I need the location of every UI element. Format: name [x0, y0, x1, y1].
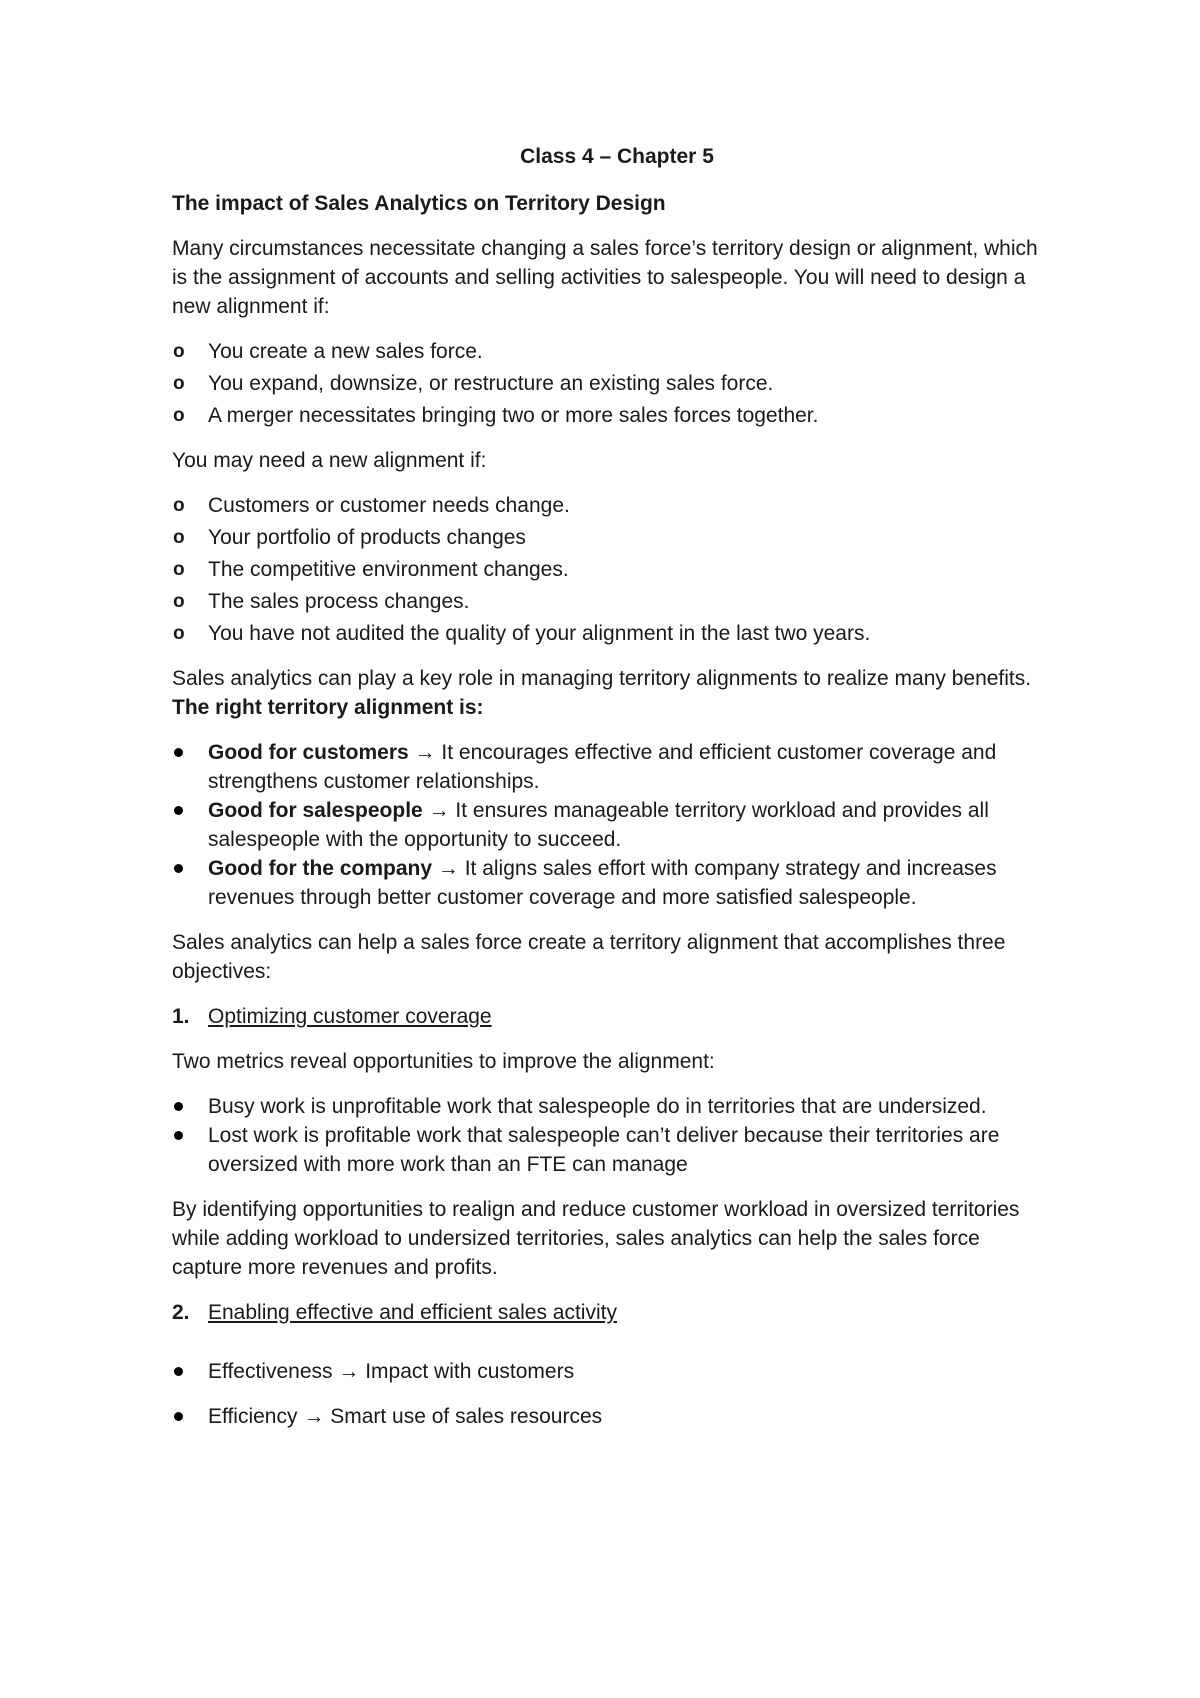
objective-1	[172, 1002, 1042, 1031]
objective-label: Optimizing customer coverage	[208, 1005, 492, 1028]
list-item: o You create a new sales force.	[172, 337, 1042, 366]
bullet-icon	[174, 1367, 183, 1376]
list-item: o Your portfolio of products changes	[172, 523, 1042, 552]
list-item: o You have not audited the quality of your alignment in the last two years.	[172, 619, 1042, 648]
bullet-icon	[174, 748, 183, 757]
arrow-icon: →	[437, 857, 459, 880]
list-marker: o	[173, 405, 185, 426]
metrics-list	[172, 1092, 1042, 1179]
list-item: Good for salespeople → It ensures manageable territory workload and provides all salespeople with the opportunity to succeed.	[172, 796, 1042, 854]
list-marker: o	[173, 591, 185, 612]
list-item: o You expand, downsize, or restructure an existing sales force.	[172, 369, 1042, 398]
realign-paragraph: By identifying opportunities to realign and reduce customer workload in oversized territories while adding workload to undersized territories, sales analytics can help the sales force capture more revenues and profits.	[172, 1198, 1020, 1279]
may-need-list	[172, 491, 1042, 648]
role-paragraph: Sales analytics can play a key role in managing territory alignments to realize many benefits. The right territory alignment is:	[172, 667, 1032, 719]
page-title: Class 4 – Chapter 5	[520, 145, 714, 168]
list-item: o A merger necessitates bringing two or more sales forces together.	[172, 401, 1042, 430]
need-if-list	[172, 337, 1042, 430]
list-item: Good for customers → It encourages effective and efficient customer coverage and strengthens customer relationships.	[172, 738, 1042, 796]
list-marker: o	[173, 559, 185, 580]
objectives-paragraph: Sales analytics can help a sales force create a territory alignment that accomplishes three objectives:	[172, 931, 1006, 983]
list-item: Effectiveness → Impact with customers	[172, 1357, 1042, 1386]
list-item: o Customers or customer needs change.	[172, 491, 1042, 520]
list-marker: o	[173, 527, 185, 548]
list-marker: o	[173, 373, 185, 394]
arrow-icon: →	[303, 1405, 325, 1428]
may-need-paragraph: You may need a new alignment if:	[172, 449, 487, 472]
role-bold-text: The right territory alignment is:	[172, 696, 484, 719]
bullet-icon	[174, 1131, 183, 1140]
list-item: o The competitive environment changes.	[172, 555, 1042, 584]
arrow-icon: →	[338, 1360, 360, 1383]
objective-number: 1.	[172, 1005, 190, 1028]
bullet-icon	[174, 1102, 183, 1111]
list-item: Efficiency → Smart use of sales resources	[172, 1402, 1042, 1431]
objective-label: Enabling effective and efficient sales activity	[208, 1301, 617, 1324]
bullet-icon	[174, 806, 183, 815]
objective-number: 2.	[172, 1301, 190, 1324]
activity-list	[172, 1357, 1042, 1431]
list-item: Busy work is unprofitable work that salespeople do in territories that are undersized.	[172, 1092, 1042, 1121]
bullet-icon	[174, 1412, 183, 1421]
bullet-icon	[174, 864, 183, 873]
list-marker: o	[173, 623, 185, 644]
list-item: Good for the company → It aligns sales effort with company strategy and increases revenues through better customer coverage and more satisfied salespeople.	[172, 854, 1042, 912]
arrow-icon: →	[428, 799, 450, 822]
section-heading: The impact of Sales Analytics on Territory Design	[172, 192, 666, 215]
metrics-paragraph: Two metrics reveal opportunities to improve the alignment:	[172, 1050, 715, 1073]
list-marker: o	[173, 341, 185, 362]
list-item: o The sales process changes.	[172, 587, 1042, 616]
intro-paragraph: Many circumstances necessitate changing a sales force’s territory design or alignment, which is the assignment of accounts and selling activities to salespeople. You will need to design a new alignment if:	[172, 237, 1038, 318]
objective-2	[172, 1298, 1042, 1327]
list-marker: o	[173, 495, 185, 516]
benefits-list	[172, 738, 1042, 912]
arrow-icon: →	[414, 741, 436, 764]
document-page	[172, 142, 1042, 1447]
list-item: Lost work is profitable work that salespeople can’t deliver because their territories are oversized with more work than an FTE can manage	[172, 1121, 1042, 1179]
